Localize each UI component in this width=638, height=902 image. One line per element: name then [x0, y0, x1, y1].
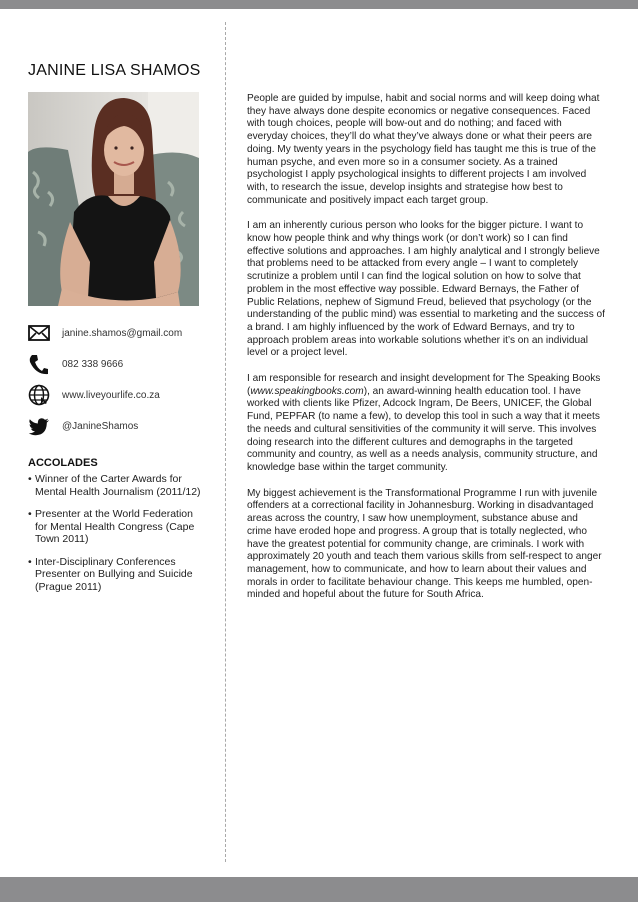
- bio-paragraph-1: People are guided by impulse, habit and social norms and will keep doing what they have always done despite economics or negative consequences. Faced with tough choices, people will bow-out and do nothing; and faced with everyday choices, they’ll do what they’ve always done or what their peers are doing. My twenty years in the psychology field has taught me this is true of the human psyche, and even more so in a consumer society. As a trained psychologist I apply psychological insights to different projects I am involved with, to research the issue, develop insights and strategise how best to communicate and positively impact each target group.: [247, 93, 600, 206]
- bio-paragraph-3: [247, 373, 605, 475]
- bio-paragraph-3-end: ), an award-winning health education tool. I have worked with clients like Pfizer, Adcock Ingram, De Beers, UNICEF, the Global Fund, PEPFAR (to name a few), to develop this tool in such a way that it meets the needs and cultural sensitivities of the community it will serve. This involves doing research into the different cultures and demographs in the targeted community and country, as well as a needs analysis, community structure, and knowledge base within the target community.: [247, 385, 600, 473]
- bio-paragraph-4: My biggest achievement is the Transformational Programme I run with juvenile offenders at a correctional facility in Johannesburg. Working in disadvantaged areas across the country, I saw how unemployment, substance abuse and crime have eroded hope and progress. A group that is totally neglected, who have the greatest potential for community change, are criminals. I work with approximately 20 youth and teach them various skills from self-respect to anger management, how to communicate, and how to learn about their values and morals in order to facilitate behaviour change. This keeps me humbled, open-minded and hopeful about the future for South Africa.: [247, 487, 602, 601]
- contact-website[interactable]: [28, 384, 218, 415]
- contact-twitter[interactable]: [28, 415, 218, 446]
- top-bar: [0, 0, 638, 9]
- contact-phone[interactable]: [28, 353, 218, 384]
- globe-icon: [28, 384, 50, 406]
- bio-content: [247, 93, 605, 615]
- speakingbooks-link[interactable]: www.speakingbooks.com: [250, 385, 364, 397]
- column-divider: [225, 22, 226, 862]
- list-item: • Winner of the Carter Awards for Mental Health Journalism (2011/12): [28, 473, 208, 498]
- phone-text: 082 338 9666: [62, 359, 124, 370]
- contact-email[interactable]: [28, 322, 218, 353]
- profile-photo: [28, 92, 199, 306]
- contact-list: [28, 322, 218, 446]
- twitter-bird-icon: [28, 415, 50, 437]
- accolades-heading: ACCOLADES: [28, 457, 98, 469]
- bottom-bar: [0, 877, 638, 902]
- list-item: • Presenter at the World Federation for Mental Health Congress (Cape Town 2011): [28, 508, 208, 546]
- profile-name: JANINE LISA SHAMOS: [28, 62, 201, 79]
- email-text: janine.shamos@gmail.com: [62, 328, 183, 339]
- envelope-icon: [28, 322, 50, 344]
- bio-paragraph-2: I am an inherently curious person who looks for the bigger picture. I want to know how people think and why things work (or don’t work) so I can find effective solutions and approaches. I am highly analytical and I strongly believe that problems need to be attacked from every angle – I want to completely scrutinize a problem until I can find the logical solution on how to solve that problem in the most effective way possible. Edward Bernays, the Father of Public Relations, nephew of Sigmund Freud, believed that psychology (or the understanding of the public mind) was essential to marketing and the success of a brand. I am highly influenced by the work of Edward Bernays, and try to approach problem areas into workable solutions whether it’s on an individual level or a project level.: [247, 220, 605, 359]
- list-item: • Inter-Disciplinary Conferences Presenter on Bullying and Suicide (Prague 2011): [28, 556, 208, 594]
- accolades-list: [28, 473, 208, 603]
- bio-paragraph-3-start: I am responsible for research and insight development for The Speaking Books (: [247, 373, 601, 397]
- website-text: www.liveyourlife.co.za: [62, 390, 160, 401]
- phone-icon: [28, 353, 50, 375]
- twitter-handle-text: @JanineShamos: [62, 421, 139, 432]
